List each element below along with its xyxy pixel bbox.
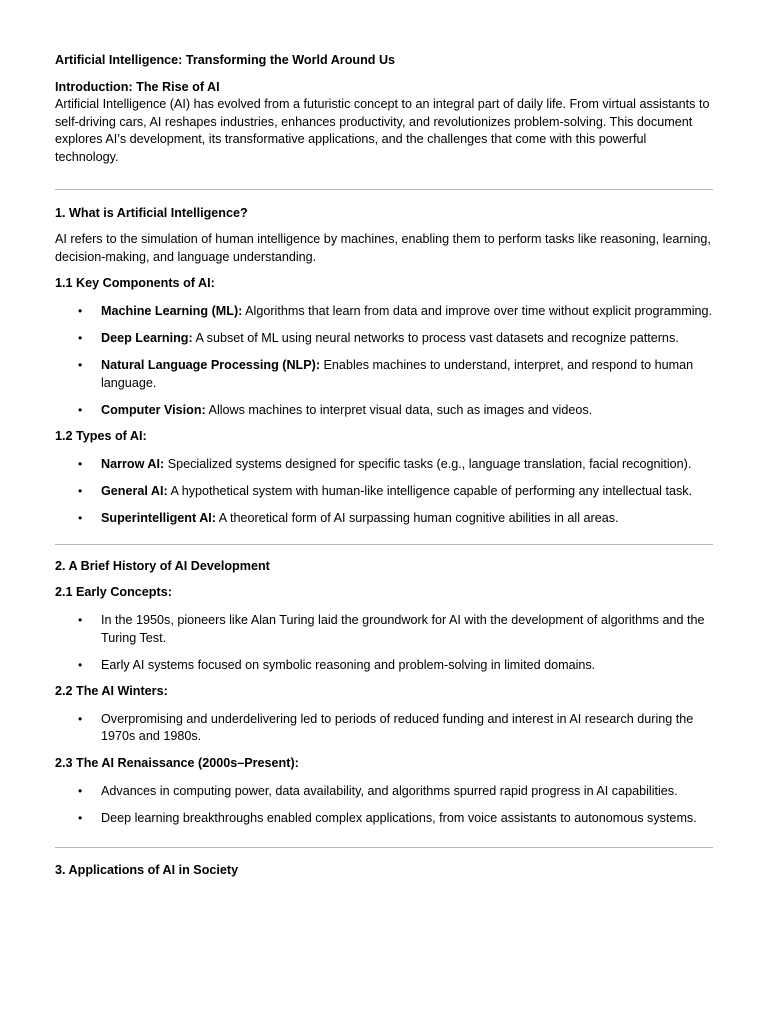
subsection-heading: 2.2 The AI Winters: [55,684,168,699]
list-item-term: Computer Vision: [101,402,206,417]
document-title: Artificial Intelligence: Transforming the World Around Us [55,53,396,67]
bullet-list [55,303,713,419]
list-item [55,303,713,321]
list-item-text: A hypothetical system with human-like intelligence capable of performing any intellectual task. [167,484,693,499]
list-item-text: Deep learning breakthroughs enabled complex applications, from voice assistants to autonomous systems. [101,810,697,825]
section-divider [55,544,713,545]
intro-heading: Introduction: The Rise of AI [55,79,220,94]
list-item [55,402,713,420]
list-item-text: Specialized systems designed for specific tasks (e.g., language translation, facial recognition). [164,457,692,471]
bullet-icon: • [78,331,83,346]
list-item-term: General AI: [101,484,168,499]
section-divider [55,189,713,190]
section-heading: 2. A Brief History of AI Development [55,558,270,573]
section-divider [55,847,713,848]
subsection-heading: 1.2 Types of AI: [55,429,147,444]
bullet-icon: • [78,810,83,825]
bullet-icon: • [78,402,83,417]
list-item [55,456,713,474]
bullet-icon: • [78,358,83,373]
list-item-text: In the 1950s, pioneers like Alan Turing laid the groundwork for AI with the development of algorithms and the Turing Test. [101,612,705,645]
subsection-heading: 1.1 Key Components of AI: [55,276,215,291]
list-item-text: A theoretical form of AI surpassing human cognitive abilities in all areas. [215,511,619,526]
subsection-heading: 2.3 The AI Renaissance (2000s–Present): [55,756,299,771]
list-item-text: Enables machines to understand, interpret, and respond to human language. [101,358,694,390]
bullet-icon: • [78,457,83,471]
intro-paragraph: Artificial Intelligence (AI) has evolved from a futuristic concept to an integral part of daily life. From virtual assistants to self-driving cars, AI reshapes industries, enhances productivity, and revolutionizes problem-solving. This document explores AI’s development, its transformative applications, and the challenges that come with this powerful technology. [55,97,710,164]
list-item-text: A subset of ML using neural networks to process vast datasets and recognize patterns. [192,331,679,346]
bullet-icon: • [78,711,83,726]
list-item-text: Advances in computing power, data availability, and algorithms spurred rapid progress in AI capabilities. [101,783,678,798]
list-item [55,510,713,528]
list-item-term: Narrow AI: [101,457,165,471]
bullet-icon: • [78,484,83,499]
list-item [55,330,713,348]
bullet-icon: • [78,657,83,672]
list-item-term: Deep Learning: [101,331,193,346]
bullet-icon: • [78,783,83,798]
bullet-icon: • [78,511,83,526]
list-item [55,783,713,801]
subsection-heading: 2.1 Early Concepts: [55,585,172,600]
list-item-term: Natural Language Processing (NLP): [101,358,321,373]
section-paragraph: AI refers to the simulation of human intelligence by machines, enabling them to perform tasks like reasoning, learning, decision-making, and language understanding. [55,232,711,264]
list-item-text: Algorithms that learn from data and improve over time without explicit programming. [242,303,713,318]
list-item [55,612,713,647]
bullet-list [55,711,713,746]
section-heading: 1. What is Artificial Intelligence? [55,205,248,220]
list-item-term: Superintelligent AI: [101,511,216,526]
list-item [55,810,713,828]
bullet-list [55,456,713,528]
list-item [55,357,713,392]
list-item [55,657,713,675]
bullet-list [55,783,713,828]
list-item [55,711,713,746]
bullet-icon: • [78,303,83,318]
list-item-text: Early AI systems focused on symbolic reasoning and problem-solving in limited domains. [101,657,596,672]
list-item-term: Machine Learning (ML): [101,303,243,318]
bullet-icon: • [78,612,83,627]
list-item [55,483,713,501]
list-item-text: Overpromising and underdelivering led to periods of reduced funding and interest in AI research during the 1970s and 1980s. [101,711,694,744]
bullet-list [55,612,713,674]
section-heading: 3. Applications of AI in Society [55,863,239,878]
list-item-text: Allows machines to interpret visual data, such as images and videos. [205,402,593,417]
